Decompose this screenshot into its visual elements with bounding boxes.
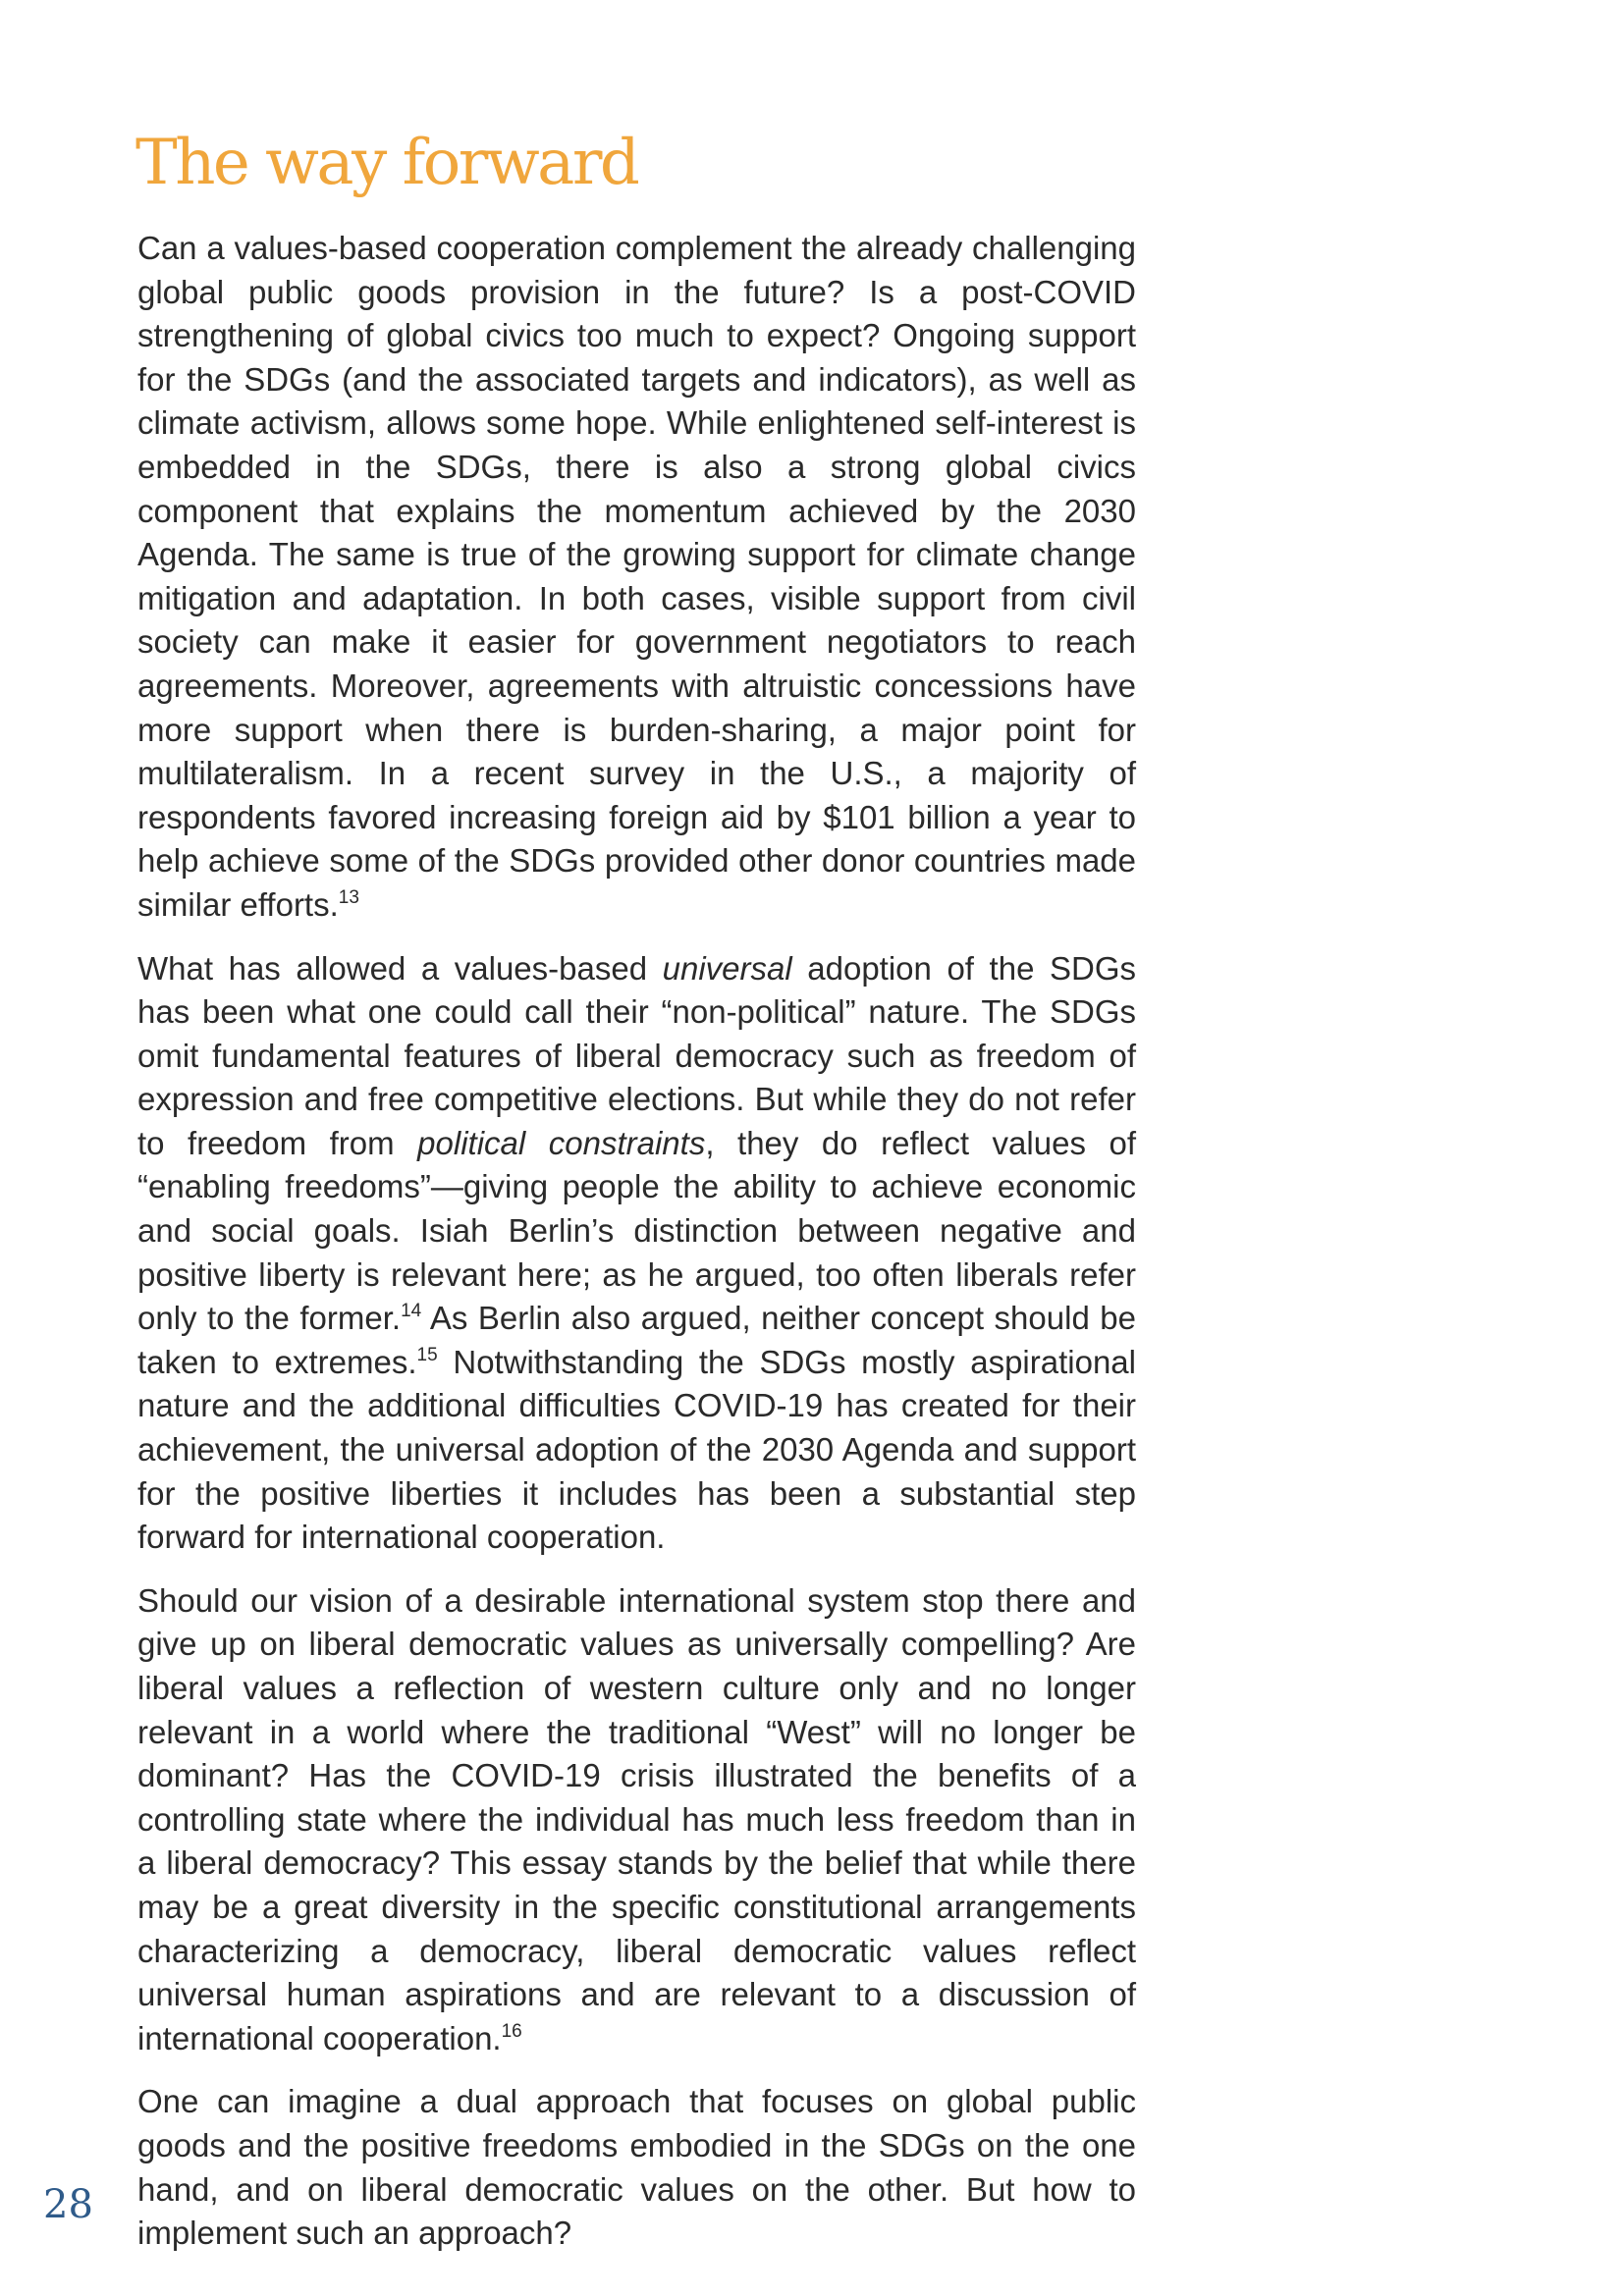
paragraph-2-text-part-5: Notwithstanding the SDGs mostly aspirational nature and the additional difficulties COVID-19 has created for their achievement, the universal adoption of the 2030 Agenda and support for the positive liberties it includes has been a substantial step forward for international cooperation.	[137, 1343, 1136, 1556]
paragraph-2-text-part-1: What has allowed a values-based	[137, 949, 663, 987]
footnote-ref-13[interactable]: 13	[338, 886, 359, 908]
footnote-ref-15[interactable]: 15	[416, 1344, 438, 1365]
paragraph-1	[137, 227, 1136, 928]
body-text	[137, 227, 1136, 2275]
paragraph-2	[137, 947, 1136, 1560]
paragraph-3-text: Should our vision of a desirable international system stop there and give up on liberal democratic values as universally compelling? Are liberal values a reflection of western culture only and no longer relevant in a world where the traditional “West” will no longer be dominant? Has the COVID-19 crisis illustrated the benefits of a controlling state where the individual has much less freedom than in a liberal democracy? This essay stands by the belief that while there may be a great diversity in the specific constitutional arrangements characterizing a democracy, liberal democratic values reflect universal human aspirations and are relevant to a discussion of international cooperation.	[137, 1581, 1136, 2056]
emphasis-political-constraints: political constraints	[417, 1124, 706, 1161]
paragraph-2-text-part-2: adoption of the SDGs has been what one could call their “non-political” nature. The SDGs omit fundamental features of liberal democracy such as freedom of expression and free competitive elections. But while they do not refer to freedom from	[137, 949, 1136, 1161]
page-number: 28	[43, 2182, 93, 2227]
emphasis-universal: universal	[662, 949, 792, 987]
paragraph-4	[137, 2080, 1136, 2255]
paragraph-3	[137, 1579, 1136, 2061]
footnote-ref-14[interactable]: 14	[401, 1301, 422, 1322]
paragraph-2-text-part-4: As Berlin also argued, neither concept should be taken to extremes.	[137, 1300, 1136, 1380]
paragraph-4-text: One can imagine a dual approach that focuses on global public goods and the positive freedoms embodied in the SDGs on the one hand, and on liberal democratic values on the other. But how to implement such an approach?	[137, 2083, 1136, 2252]
paragraph-1-text: Can a values-based cooperation complement the already challenging global public goods provision in the future? Is a post-COVID strengthening of global civics too much to expect? Ongoing support for the SDGs (and the associated targets and indicators), as well as climate activism, allows some hope. While enlightened self-interest is embedded in the SDGs, there is also a strong global civics component that explains the momentum achieved by the 2030 Agenda. The same is true of the growing support for climate change mitigation and adaptation. In both cases, visible support from civil society can make it easier for government negotiators to reach agreements. Moreover, agreements with altruistic concessions have more support when there is burden-sharing, a major point for multilateralism. In a recent survey in the U.S., a majority of respondents favored increasing foreign aid by $101 billion a year to help achieve some of the SDGs provided other donor countries made similar efforts.	[137, 230, 1136, 923]
section-heading: The way forward	[135, 127, 638, 199]
paragraph-2-text-part-3: , they do reflect values of “enabling freedoms”—giving people the ability to achieve economic and social goals. Isiah Berlin’s distinction between negative and positive liberty is relevant here; as he argued, too often liberals refer only to the former.	[137, 1124, 1136, 1337]
footnote-ref-16[interactable]: 16	[501, 2020, 522, 2042]
